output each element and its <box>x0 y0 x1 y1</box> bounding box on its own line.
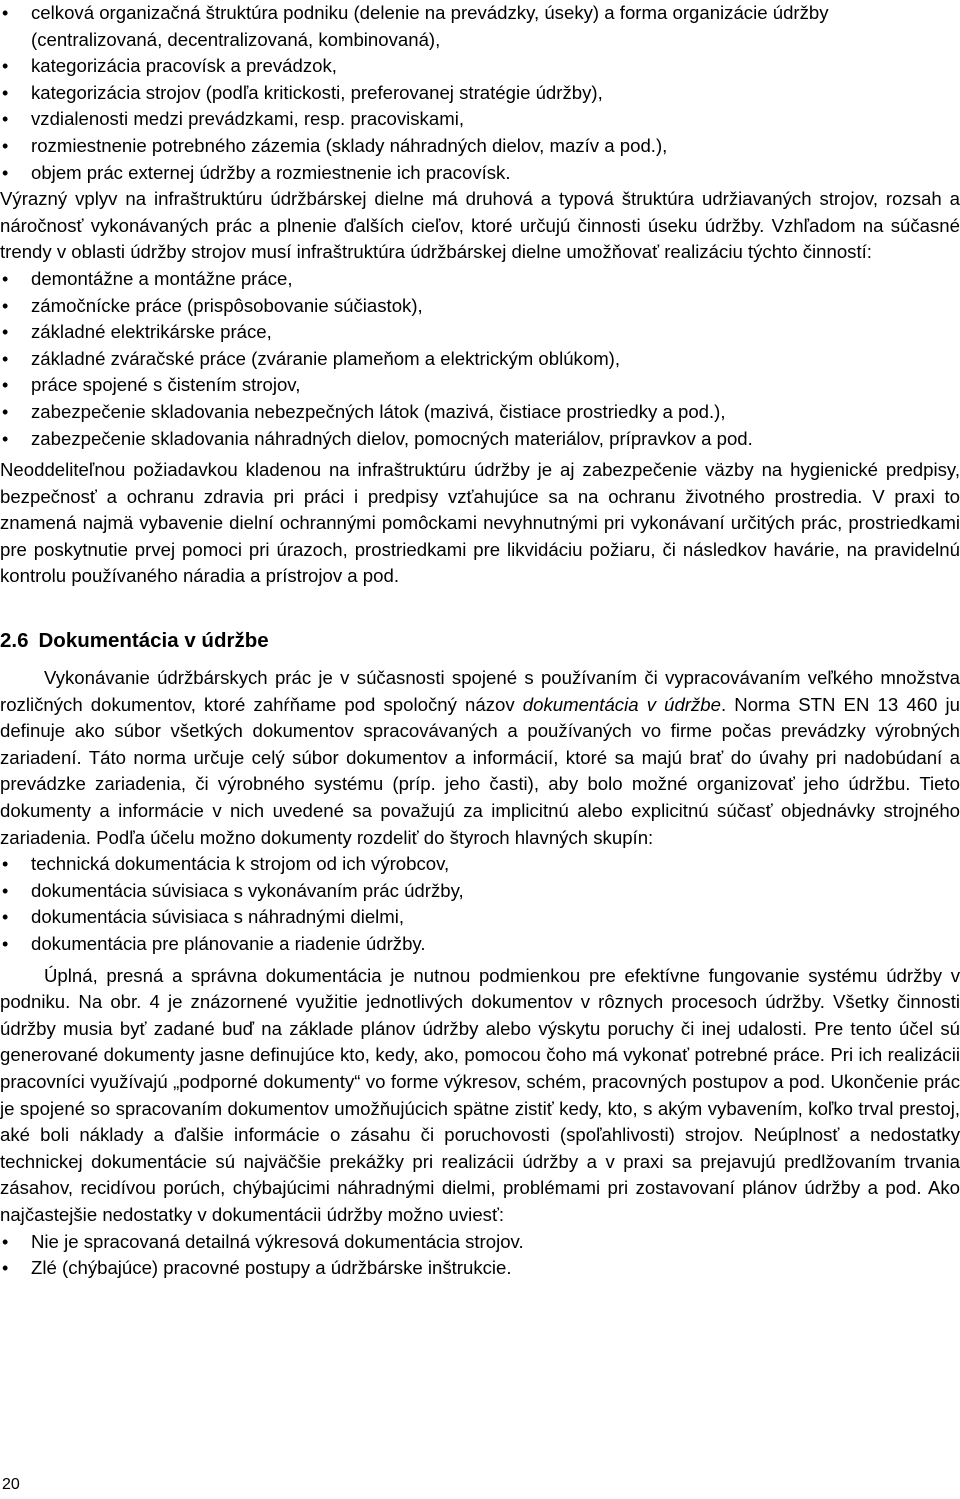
bullet-list-activities <box>0 266 960 452</box>
list-item: • zámočnícke práce (prispôsobovanie súčiastok), <box>0 293 960 320</box>
list-item: • kategorizácia strojov (podľa kritickosti, preferovanej stratégie údržby), <box>0 80 960 107</box>
list-item: • rozmiestnenie potrebného zázemia (sklady náhradných dielov, mazív a pod.), <box>0 133 960 160</box>
bullet-list-organization <box>0 0 960 186</box>
section-title: Dokumentácia v údržbe <box>38 629 269 653</box>
paragraph-documentation <box>0 665 960 851</box>
list-item: • základné elektrikárske práce, <box>0 319 960 346</box>
list-item: • dokumentácia súvisiaca s vykonávaním prác údržby, <box>0 878 960 905</box>
paragraph-text: . Norma STN EN 13 460 ju definuje ako súbor všetkých dokumentov spracovávaných a používaných vo firme počas prevádzky výrobných zariadení. Táto norma určuje celý súbor dokumentov a informácií, ktoré sa majú brať do úvahy pri nadobúdaní a prevádzke zariadenia, či výrobného systému (príp. jeho časti), aby bolo možné organizovať jeho údržbu. Tieto dokumenty a informácie v nich uvedené sa považujú za implicitnú alebo explicitnú súčasť objednávky strojného zariadenia. Podľa účelu možno dokumenty rozdeliť do štyroch hlavných skupín: <box>0 693 960 848</box>
page-number: 20 <box>2 1476 20 1493</box>
paragraph-complete-documentation: Úplná, presná a správna dokumentácia je nutnou podmienkou pre efektívne fungovanie systému údržby v podniku. Na obr. 4 je znázornené využitie jednotlivých dokumentov v rôznych procesoch údržby. Všetky činnosti údržby musia byť zadané buď na základe plánov údržby alebo výskytu poruchy či inej udalosti. Pre tento účel sú generované dokumenty jasne definujúce kto, kedy, ako, pomocou čoho má vykonať potrebné práce. Pri ich realizácii pracovníci využívajú „podporné dokumenty“ vo forme výkresov, schém, pracovných postupov a pod. Ukončenie prác je spojené so spracovaním dokumentov umožňujúcich spätne zistiť kedy, kto, s akým vybavením, koľko trval prestoj, aké boli náklady a ďalšie informácie o zásahu či poruchovosti (spoľahlivosti) strojov. Neúplnosť a nedostatky technickej dokumentácie sú najväčšie prekážky pri realizácii údržby a v praxi sa prejavujú predlžovaním trvania zásahov, recidívou porúch, chýbajúcimi náhradnými dielmi, problémami pri zostavovaní plánov údržby a pod. Ako najčastejšie nedostatky v dokumentácii údržby možno uviesť: <box>0 964 960 1225</box>
list-item: • vzdialenosti medzi prevádzkami, resp. pracoviskami, <box>0 106 960 133</box>
paragraph-hygiene: Neoddeliteľnou požiadavkou kladenou na infraštruktúru údržby je aj zabezpečenie väzby na hygienické predpisy, bezpečnosť a ochranu zdravia pri práci i predpisy vzťahujúce sa na ochranu životného prostredia. V praxi to znamená najmä vybavenie dielní ochrannými pomôckami nevyhnutnými pri vykonávaní určitých prác, prostriedkami pre poskytnutie prvej pomoci pri úrazoch, prostriedkami pre likvidáciu požiaru, či následkov havárie, na pravidelnú kontrolu používaného náradia a prístrojov a pod. <box>0 459 960 587</box>
list-item: • zabezpečenie skladovania náhradných dielov, pomocných materiálov, prípravkov a pod. <box>0 426 960 453</box>
list-item: • dokumentácia súvisiaca s náhradnými dielmi, <box>0 904 960 931</box>
list-item: • celková organizačná štruktúra podniku (delenie na prevádzky, úseky) a forma organizácie údržby (centralizovaná, decentralizovaná, kombinovaná), <box>0 0 960 53</box>
section-number: 2.6 <box>0 629 29 653</box>
paragraph-term: dokumentácia v údržbe <box>522 693 721 715</box>
paragraph-text: Vykonávanie údržbárskych prác je v súčasnosti spojené s používaním či vypracovávaním veľkého množstva rozličných dokumentov, ktoré zahŕňame pod spoločný názov <box>0 667 960 715</box>
list-item: • objem prác externej údržby a rozmiestnenie ich pracovísk. <box>0 160 960 187</box>
paragraph-infrastructure: Výrazný vplyv na infraštruktúru údržbárskej dielne má druhová a typová štruktúra udržiavaných strojov, rozsah a náročnosť vykonávaných prác a plnenie ďalších cieľov, ktoré určujú činnosti úseku údržby. Vzhľadom na súčasné trendy v oblasti údržby strojov musí infraštruktúra údržbárskej dielne umožňovať realizáciu týchto činností: <box>0 188 960 263</box>
list-item: • technická dokumentácia k strojom od ich výrobcov, <box>0 851 960 878</box>
section-heading <box>0 628 960 654</box>
bullet-list-deficiencies <box>0 1229 960 1282</box>
list-item: • Nie je spracovaná detailná výkresová dokumentácia strojov. <box>0 1229 960 1256</box>
list-item: • zabezpečenie skladovania nebezpečných látok (mazivá, čistiace prostriedky a pod.), <box>0 399 960 426</box>
list-item: • dokumentácia pre plánovanie a riadenie údržby. <box>0 931 960 958</box>
list-item: • práce spojené s čistením strojov, <box>0 372 960 399</box>
list-item: • kategorizácia pracovísk a prevádzok, <box>0 53 960 80</box>
list-item: • základné zváračské práce (zváranie plameňom a elektrickým oblúkom), <box>0 346 960 373</box>
list-item: • demontážne a montážne práce, <box>0 266 960 293</box>
list-item: • Zlé (chýbajúce) pracovné postupy a údržbárske inštrukcie. <box>0 1255 960 1282</box>
bullet-list-document-groups <box>0 851 960 957</box>
